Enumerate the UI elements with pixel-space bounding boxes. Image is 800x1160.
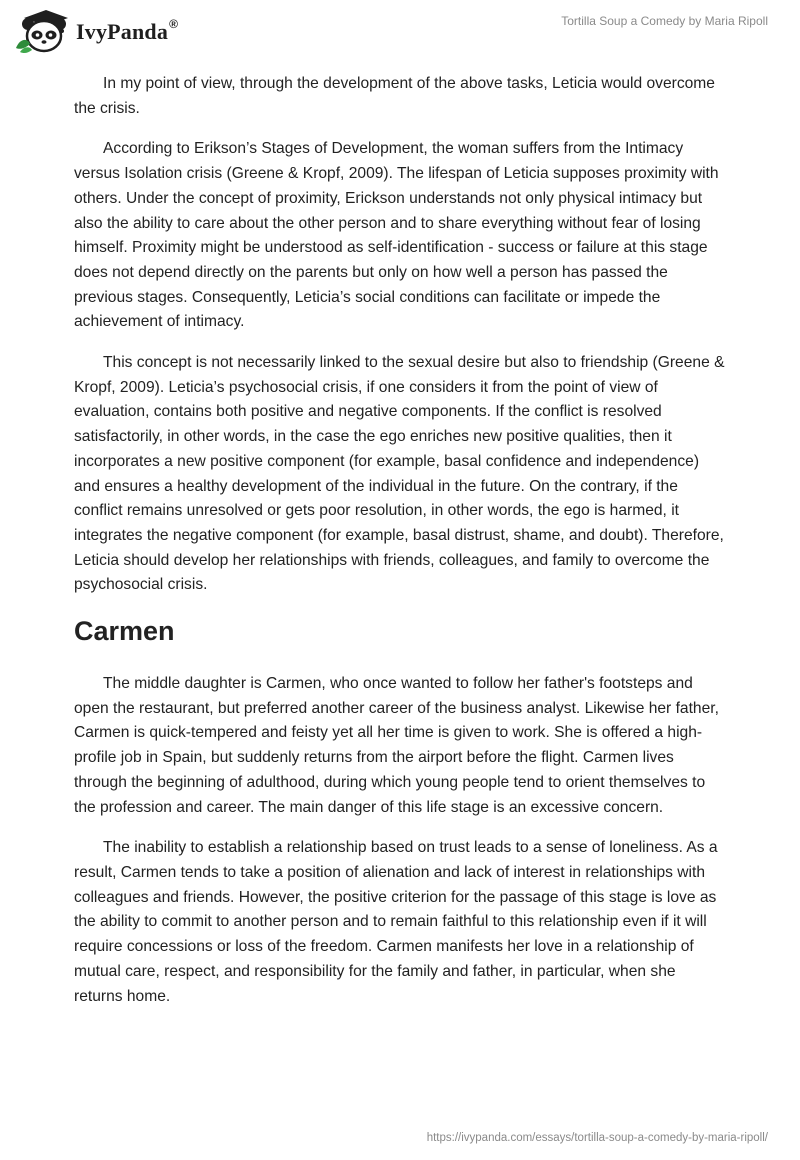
- section-heading-carmen: Carmen: [74, 616, 175, 647]
- paragraph-2: According to Erikson’s Stages of Development, the woman suffers from the Intimacy versus Isolation crisis (Greene & Kropf, 2009). The lifespan of Leticia supposes proximity with others. Under the concept of proximity, Erickson understands not only physical intimacy but also the ability to care about the other person and to share everything without fear of losing himself. Proximity might be understood as self-identification - success or failure at this stage does not depend directly on the parents but only on how well a person has passed the previous stages. Consequently, Leticia’s social conditions can facilitate or impede the achievement of intimacy.: [74, 140, 719, 331]
- ivypanda-logo[interactable]: [14, 8, 178, 54]
- logo-wordmark: IvyPanda®: [76, 17, 179, 44]
- paragraph-5: The inability to establish a relationship based on trust leads to a sense of loneliness. As a result, Carmen tends to take a position of alienation and lack of interest in relationships with colleagues and friends. However, the positive criterion for the passage of this stage is love as the ability to commit to another person and to remain faithful to this relationship even if it will require concessions or loss of the freedom. Carmen manifests her love in a relationship of mutual care, respect, and responsibility for the family and father, in particular, when she returns home.: [74, 839, 718, 1005]
- source-url[interactable]: https://ivypanda.com/essays/tortilla-soup-a-comedy-by-maria-ripoll/: [426, 1132, 768, 1144]
- paragraph-1: In my point of view, through the development of the above tasks, Leticia would overcome the crisis.: [74, 75, 715, 117]
- paragraph-4: The middle daughter is Carmen, who once wanted to follow her father's footsteps and open the restaurant, but preferred another career of the business analyst. Likewise her father, Carmen is quick-tempered and feisty yet all her time is given to work. She is offered a high-profile job in Spain, but suddenly returns from the airport before the flight. Carmen lives through the beginning of adulthood, during which young people tend to orient themselves to the profession and career. The main danger of this life stage is an excessive concern.: [74, 675, 719, 816]
- panda-graduate-icon: [14, 8, 68, 54]
- page-header: [0, 0, 800, 60]
- document-title: Tortilla Soup a Comedy by Maria Ripoll: [561, 14, 768, 28]
- essay-content: [74, 72, 726, 1025]
- paragraph-3: This concept is not necessarily linked to the sexual desire but also to friendship (Greene & Kropf, 2009). Leticia’s psychosocial crisis, if one considers it from the point of view of evaluation, contains both positive and negative components. If the conflict is resolved satisfactorily, in other words, in the case the ego enriches new positive qualities, then it incorporates a new positive component (for example, basal confidence and independence) and ensures a healthy development of the individual in the future. On the contrary, if the conflict remains unresolved or gets poor resolution, in other words, the ego is harmed, it integrates the negative component (for example, basal distrust, shame, and doubt). Therefore, Leticia should develop her relationships with friends, colleagues, and family to overcome the psychosocial crisis.: [74, 354, 725, 594]
